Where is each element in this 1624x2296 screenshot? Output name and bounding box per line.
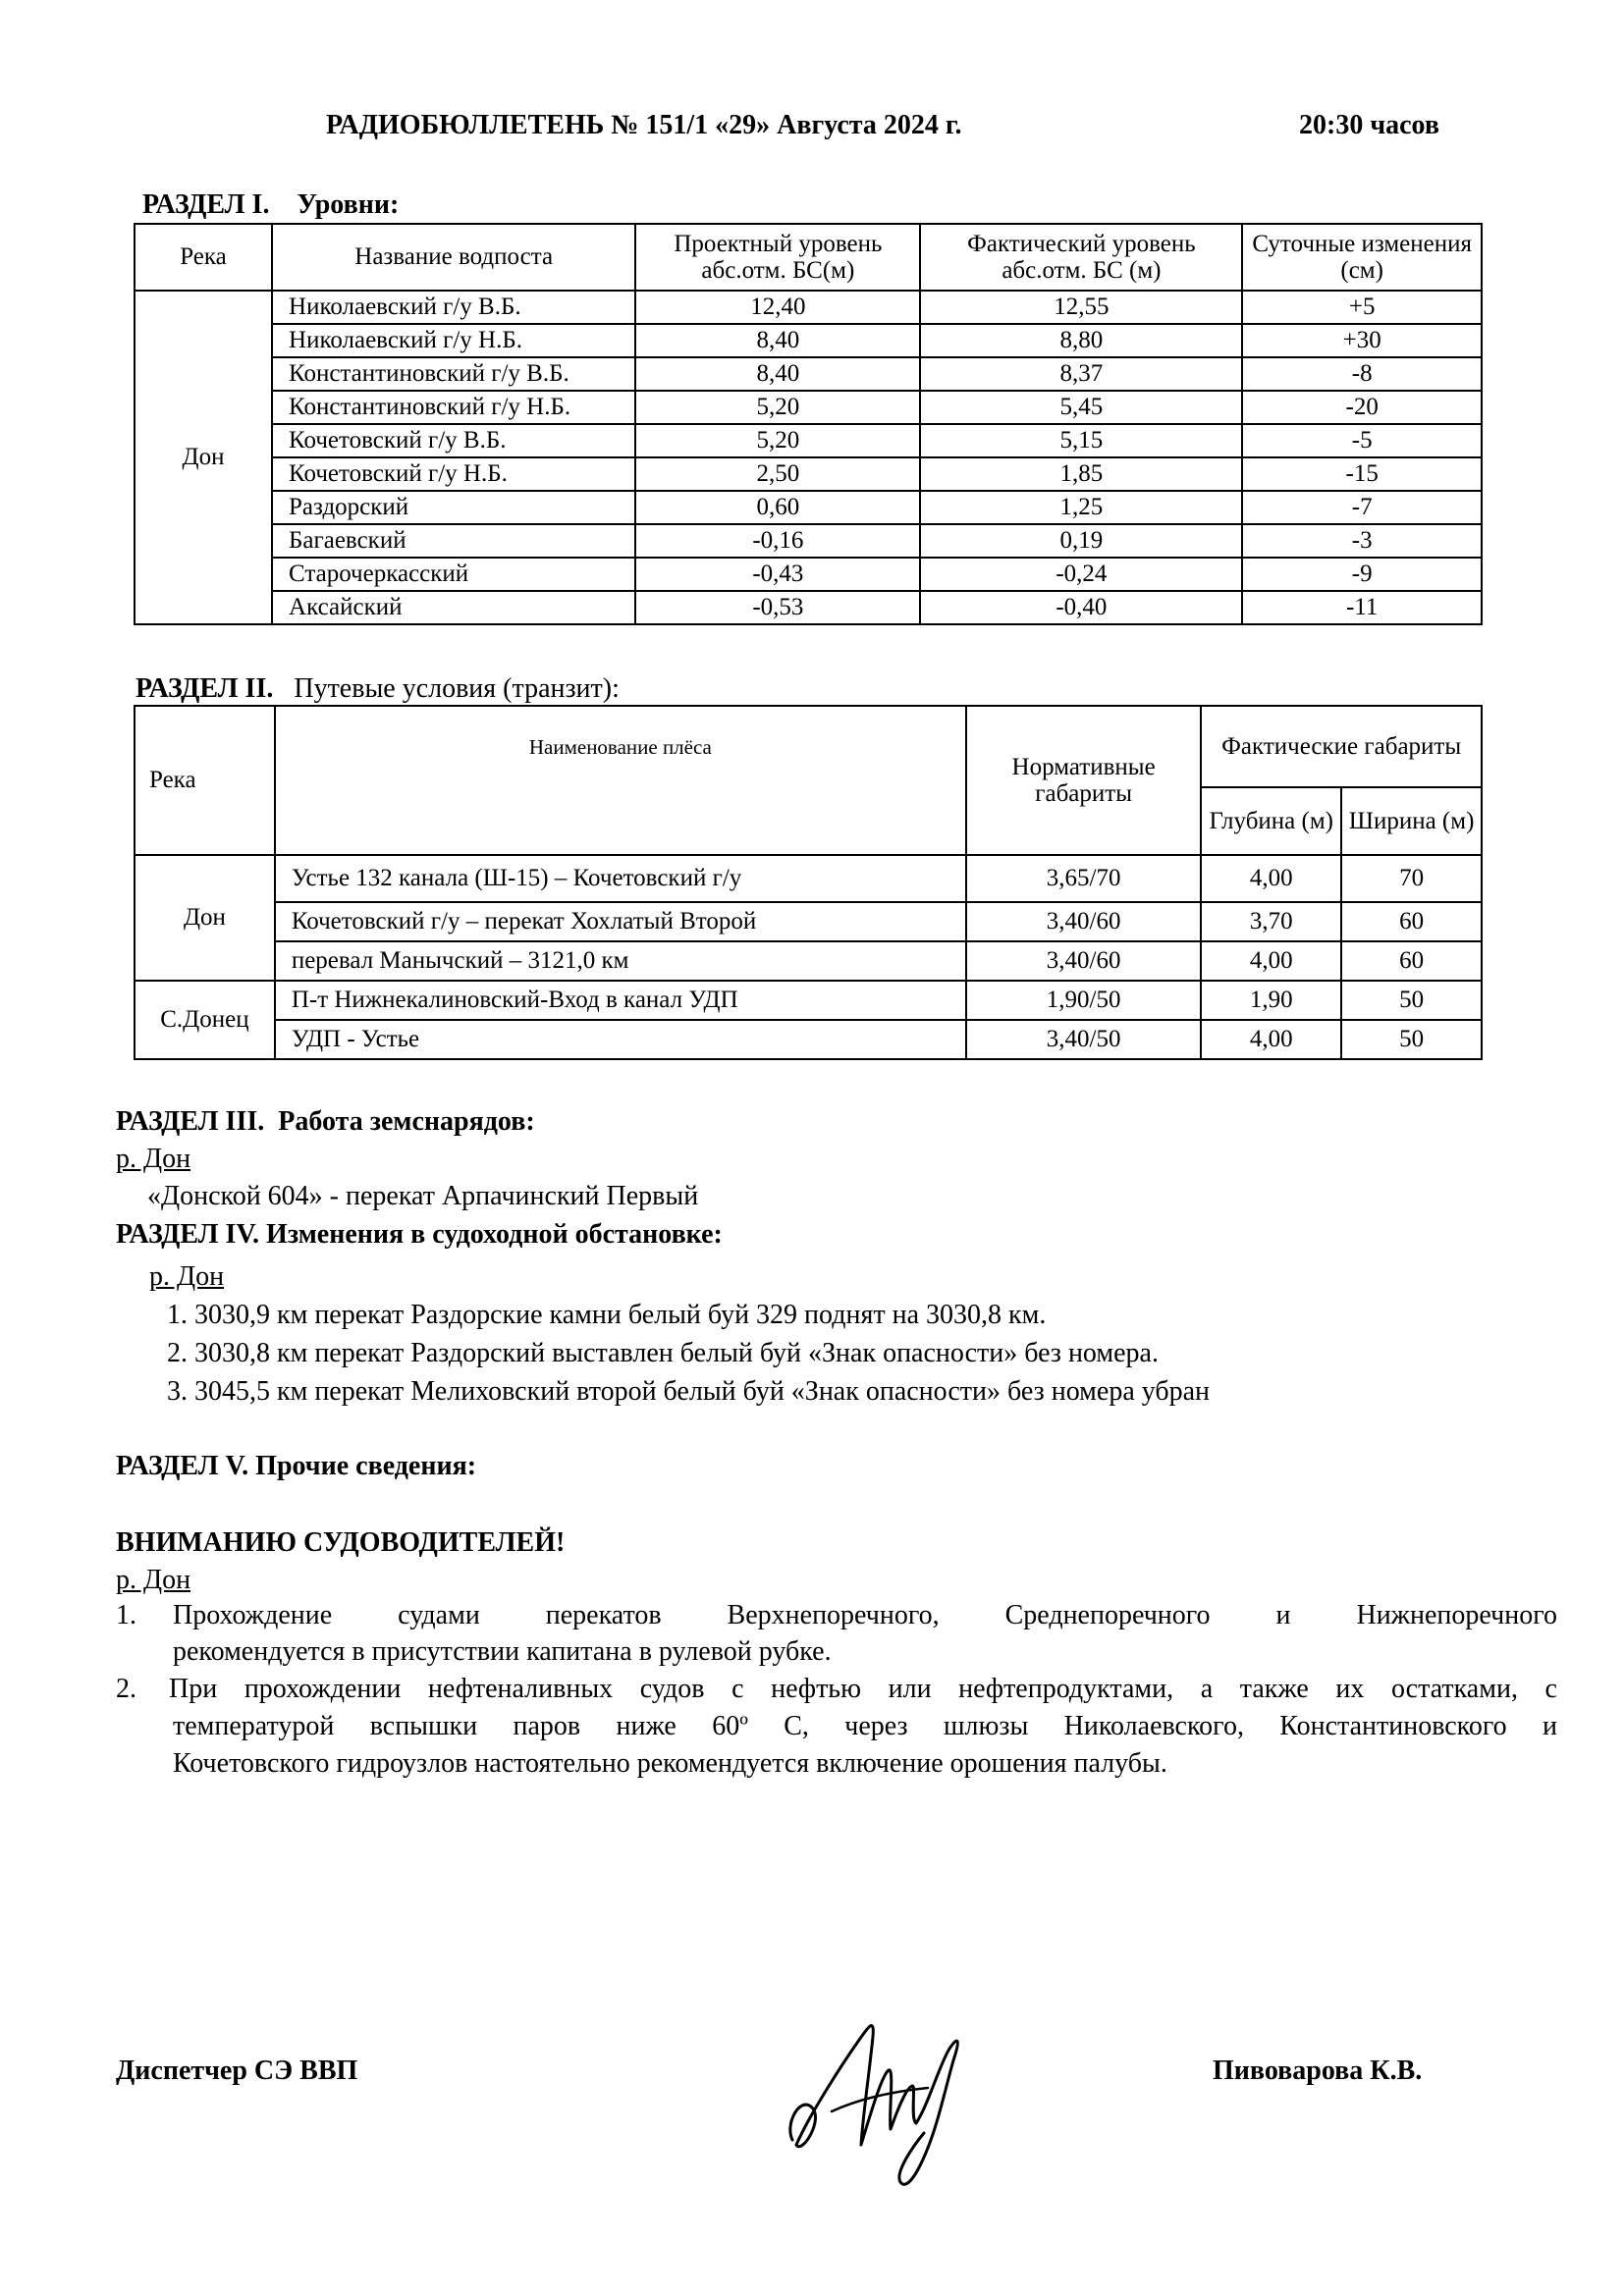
daily-change: -7 [1242,491,1482,524]
section-4-river: р. Дон [149,1261,225,1292]
post-name: Константиновский г/у Н.Б. [272,391,635,424]
post-name: Багаевский [272,524,635,558]
table-row [135,524,1482,558]
transit-table-header [135,706,1482,787]
actual-level: -0,24 [920,558,1242,591]
normative-size: 1,90/50 [966,981,1201,1020]
project-level: 8,40 [635,357,920,391]
post-name: Николаевский г/у Н.Б. [272,324,635,357]
levels-table-header [135,224,1482,291]
col-actual: Фактические габариты [1201,706,1482,787]
actual-width: 60 [1341,941,1482,981]
actual-level: 0,19 [920,524,1242,558]
post-name: Аксайский [272,591,635,624]
table-row [135,1020,1482,1059]
actual-depth: 3,70 [1201,902,1341,941]
attention-item-2-line-1: При прохождении нефтеналивных судов с нефтью или нефтепродуктами, а также их остатками, с [169,1674,1557,1704]
post-name: Кочетовский г/у Н.Б. [272,457,635,491]
actual-width: 50 [1341,1020,1482,1059]
attention-item-1-line-2: рекомендуется в присутствии капитана в рулевой рубке. [173,1636,832,1667]
col-river: Река [135,224,272,291]
list-item: 1. 3030,9 км перекат Раздорские камни белый буй 329 поднят на 3030,8 км. [167,1300,1047,1330]
attention-item-2-line-3: Кочетовского гидроузлов настоятельно рекомендуется включение орошения палубы. [173,1748,1167,1779]
project-level: 8,40 [635,324,920,357]
table-row [135,855,1482,902]
attention-item-1-line-1: Прохождение судами перекатов Верхнепоречного, Среднепоречного и Нижнепоречного [173,1600,1557,1630]
section-2-heading-number: РАЗДЕЛ II. [135,673,274,704]
reach-name: Кочетовский г/у – перекат Хохлатый Второй [275,902,966,941]
col-reach: Наименование плёса [275,706,966,855]
actual-level: 8,80 [920,324,1242,357]
dispatcher-position: Диспетчер СЭ ВВП [116,2056,358,2086]
attention-river: р. Дон [116,1565,191,1595]
reach-name: УДП - Устье [275,1020,966,1059]
actual-depth: 4,00 [1201,941,1341,981]
post-name: Раздорский [272,491,635,524]
post-name: Кочетовский г/у В.Б. [272,424,635,457]
daily-change: +30 [1242,324,1482,357]
project-level: -0,53 [635,591,920,624]
actual-level: 5,15 [920,424,1242,457]
actual-level: 1,85 [920,457,1242,491]
col-project-level: Проектный уровень абс.отм. БС(м) [635,224,920,291]
col-normative: Нормативные габариты [966,706,1201,855]
project-level: -0,16 [635,524,920,558]
table-row [135,324,1482,357]
daily-change: -20 [1242,391,1482,424]
attention-item-1-number: 1. [116,1600,136,1630]
section-4-heading: РАЗДЕЛ IV. Изменения в судоходной обстановке: [116,1219,723,1250]
attention-item-2-number: 2. [116,1674,136,1704]
project-level: 2,50 [635,457,920,491]
table-row [135,902,1482,941]
dispatcher-name: Пивоварова К.В. [1213,2056,1423,2086]
levels-table [134,223,1483,625]
daily-change: -8 [1242,357,1482,391]
actual-level: 5,45 [920,391,1242,424]
dredger-entry: «Донской 604» - перекат Арпачинский Первый [147,1181,699,1211]
section-3-heading: РАЗДЕЛ III. Работа земснарядов: [116,1106,535,1137]
col-depth: Глубина (м) [1201,787,1341,855]
normative-size: 3,40/60 [966,941,1201,981]
transit-table [134,705,1483,1060]
actual-depth: 1,90 [1201,981,1341,1020]
post-name: Николаевский г/у В.Б. [272,291,635,324]
river-cell: Дон [135,291,272,624]
project-level: 0,60 [635,491,920,524]
reach-name: П-т Нижнекалиновский-Вход в канал УДП [275,981,966,1020]
daily-change: +5 [1242,291,1482,324]
daily-change: -15 [1242,457,1482,491]
actual-level: -0,40 [920,591,1242,624]
section-2-heading [135,673,620,705]
reach-name: Устье 132 канала (Ш-15) – Кочетовский г/у [275,855,966,902]
table-row [135,491,1482,524]
col-daily-change: Суточные изменения (см) [1242,224,1482,291]
actual-level: 1,25 [920,491,1242,524]
post-name: Старочеркасский [272,558,635,591]
table-row [135,357,1482,391]
actual-depth: 4,00 [1201,855,1341,902]
project-level: -0,43 [635,558,920,591]
actual-width: 70 [1341,855,1482,902]
list-item: 2. 3030,8 км перекат Раздорский выставлен белый буй «Знак опасности» без номера. [167,1338,1159,1368]
col-actual-level: Фактический уровень абс.отм. БС (м) [920,224,1242,291]
daily-change: -5 [1242,424,1482,457]
river-cell: Дон [135,855,275,981]
daily-change: -9 [1242,558,1482,591]
project-level: 5,20 [635,391,920,424]
table-row [135,941,1482,981]
signature [781,1998,977,2199]
bulletin-time: 20:30 часов [1299,110,1439,140]
project-level: 12,40 [635,291,920,324]
normative-size: 3,40/60 [966,902,1201,941]
table-row [135,424,1482,457]
col-post: Название водпоста [272,224,635,291]
actual-level: 12,55 [920,291,1242,324]
daily-change: -11 [1242,591,1482,624]
actual-width: 60 [1341,902,1482,941]
col-width: Ширина (м) [1341,787,1482,855]
section-5-heading: РАЗДЕЛ V. Прочие сведения: [116,1451,477,1481]
section-1-heading: РАЗДЕЛ I. Уровни: [142,189,400,220]
project-level: 5,20 [635,424,920,457]
col-river: Река [135,706,275,855]
actual-width: 50 [1341,981,1482,1020]
table-row [135,457,1482,491]
list-item: 3. 3045,5 км перекат Мелиховский второй белый буй «Знак опасности» без номера убран [167,1376,1211,1407]
section-2-heading-text: Путевые условия (транзит): [294,673,620,704]
daily-change: -3 [1242,524,1482,558]
post-name: Константиновский г/у В.Б. [272,357,635,391]
table-row [135,391,1482,424]
normative-size: 3,65/70 [966,855,1201,902]
table-row [135,291,1482,324]
reach-name: перевал Манычский – 3121,0 км [275,941,966,981]
table-row [135,558,1482,591]
actual-level: 8,37 [920,357,1242,391]
table-row [135,591,1482,624]
actual-depth: 4,00 [1201,1020,1341,1059]
attention-heading: ВНИМАНИЮ СУДОВОДИТЕЛЕЙ! [116,1527,566,1558]
table-row [135,981,1482,1020]
normative-size: 3,40/50 [966,1020,1201,1059]
attention-item-2-line-2: температурой вспышки паров ниже 60º С, через шлюзы Николаевского, Константиновского и [173,1711,1557,1741]
section-3-river: р. Дон [116,1144,191,1174]
river-cell: С.Донец [135,981,275,1059]
bulletin-title: РАДИОБЮЛЛЕТЕНЬ № 151/1 «29» Августа 2024 г. [326,110,962,140]
